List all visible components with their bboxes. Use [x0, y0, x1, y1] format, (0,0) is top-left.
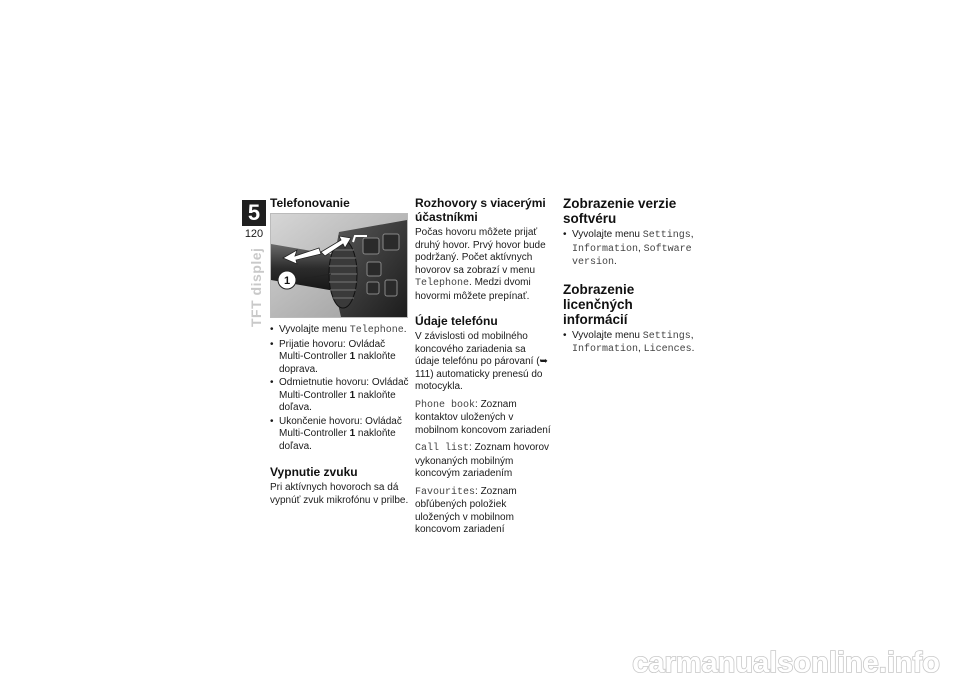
list-item: • Vyvolajte menu Telephone.	[270, 324, 410, 338]
software-steps-list	[563, 229, 698, 270]
conference-text: Počas hovoru môžete prijať druhý hovor. Prvý hovor bude podržaný. Počet aktívnych hovorov sa zobrazí v menu Telephone. Medzi dvomi hovormi môžete prepínať.	[415, 227, 546, 302]
section-title-software-version: Zobrazenie verzie softvéru	[563, 196, 677, 226]
phone-book-item: Phone book: Zoznam kontaktov uložených v mobilnom koncovom zariadení	[415, 398, 551, 436]
list-item: • Vyvolajte menu Settings, Information, Software version.	[563, 229, 698, 270]
favourites-item: Favourites: Zoznam obľúbených položiek uložených v mobilnom koncovom zariadení	[415, 485, 517, 535]
section-title-telephone: Telefonovanie	[270, 196, 350, 210]
column-conference	[415, 196, 552, 542]
section-title-licences: Zobrazenie licenčných informácií	[563, 281, 635, 327]
telephone-steps-list	[270, 324, 410, 453]
mute-text: Pri aktívnych hovoroch sa dá vypnúť zvuk mikrofónu v prilbe.	[270, 482, 409, 506]
column-software	[563, 196, 698, 363]
handlebar-controller-figure	[270, 213, 408, 318]
call-list-item: Call list: Zoznam hovorov vykonaných mobilným koncovým zariadením	[415, 442, 550, 479]
licence-steps-list	[563, 330, 698, 357]
list-item: • Odmietnutie hovoru: Ovládač Multi-Controller 1 nakloňte doľava.	[270, 377, 410, 415]
column-telephone	[270, 196, 410, 512]
section-title-conference: Rozhovory s viacerými účastníkmi	[415, 196, 546, 224]
chapter-number-box	[242, 200, 266, 226]
list-item: • Prijatie hovoru: Ovládač Multi-Controller 1 nakloňte doprava.	[270, 339, 410, 377]
list-item: • Ukončenie hovoru: Ovládač Multi-Controller 1 nakloňte doľava.	[270, 416, 410, 454]
handlebar-illustration	[271, 214, 407, 317]
page-number: 120	[244, 228, 264, 240]
list-item: • Vyvolajte menu Settings, Information, Licences.	[563, 330, 698, 357]
section-title-mute: Vypnutie zvuku	[270, 465, 358, 479]
chapter-number: 5	[247, 200, 261, 225]
section-title-phone-data: Údaje telefónu	[415, 314, 498, 328]
chapter-side-title: TFT displej	[248, 248, 264, 328]
watermark-text: carmanualsonline.info	[632, 647, 940, 679]
phone-data-intro: V závislosti od mobilného koncového zariadenia sa údaje telefónu po párovaní (➥ 111) automaticky prenesú do motocykla.	[415, 331, 548, 392]
figure-callout-1: 1	[283, 275, 291, 287]
